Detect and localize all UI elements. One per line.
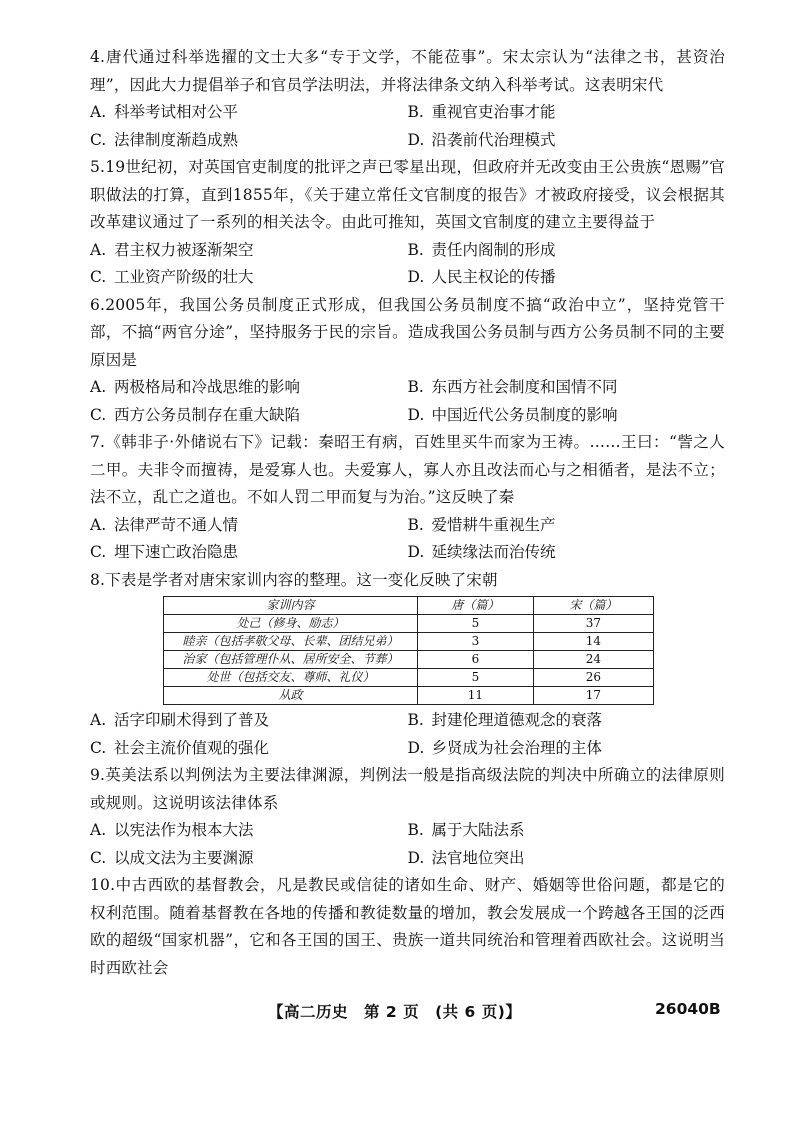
page-footer xyxy=(0,1000,794,1024)
question-list xyxy=(90,44,725,982)
table-cell: 处己（修身、励志） xyxy=(164,615,418,633)
table-cell: 37 xyxy=(533,615,653,633)
question-4 xyxy=(90,44,725,154)
option-d: D. 延续缘法而治传统 xyxy=(407,543,556,561)
option-a: A. 以宪法作为根本大法 xyxy=(90,821,254,839)
question-stem: 4.唐代通过科举选擢的文士大多“专于文学，不能莅事”。宋太宗认为“法律之书，甚资治理”，因此大力提倡举子和官员学法明法，并将法律条文纳入科举考试。这表明宋代 xyxy=(90,48,725,94)
option-b: B. 属于大陆法系 xyxy=(407,821,525,839)
options xyxy=(90,707,725,762)
options xyxy=(90,99,725,154)
option-d: D. 人民主权论的传播 xyxy=(407,268,556,286)
table-cell: 睦亲（包括孝敬父母、长辈、团结兄弟） xyxy=(164,633,418,651)
page-number-label: 【高二历史 第 2 页 (共 6 页)】 xyxy=(268,1003,522,1021)
table-row xyxy=(164,615,654,633)
table-row xyxy=(164,687,654,705)
option-b: B. 封建伦理道德观念的衰落 xyxy=(407,711,603,729)
option-a: A. 君主权力被逐渐架空 xyxy=(90,240,254,259)
question-9 xyxy=(90,762,725,872)
question-stem: 7.《韩非子·外储说右下》记载：秦昭王有病，百姓里买牛而家为王祷。……王曰：“訾之人二甲。夫非令而擅祷，是爱寡人也。夫爱寡人，寡人亦且改法而心与之相循者，是法不立；法不立，乱亡之道也。不如人罚二甲而复与为治。”这反映了秦 xyxy=(90,433,725,506)
option-b: B. 爱惜耕牛重视生产 xyxy=(407,515,556,534)
option-c: C. 工业资产阶级的壮大 xyxy=(90,268,254,286)
option-d: D. 法官地位突出 xyxy=(407,848,525,867)
table-header-cell: 家训内容 xyxy=(164,597,418,615)
option-c: C. 社会主流价值观的强化 xyxy=(90,738,270,757)
question-6 xyxy=(90,292,725,430)
table-header-cell: 宋（篇） xyxy=(533,597,653,615)
option-b: B. 东西方社会制度和国情不同 xyxy=(407,378,618,396)
option-d: D. 乡贤成为社会治理的主体 xyxy=(407,738,603,757)
table-cell: 5 xyxy=(418,669,534,687)
table-row xyxy=(164,633,654,651)
options xyxy=(90,817,725,872)
question-7 xyxy=(90,429,725,567)
table-cell: 从政 xyxy=(164,687,418,705)
question-stem: 10.中古西欧的基督教会，凡是教民或信徒的诸如生命、财产、婚姻等世俗问题，都是它的权利范围。随着基督教在各地的传播和教徒数量的增加，教会发展成一个跨越各王国的泛西欧的超级“国家机器”，它和各王国的国王、贵族一道共同统治和管理着西欧社会。这说明当时西欧社会 xyxy=(90,876,725,977)
table-cell: 17 xyxy=(533,687,653,705)
table-cell: 治家（包括管理仆从、居所安全、节葬） xyxy=(164,651,418,669)
options xyxy=(90,512,725,567)
table-cell: 5 xyxy=(418,615,534,633)
table-header-cell: 唐（篇） xyxy=(418,597,534,615)
table-cell: 24 xyxy=(533,651,653,669)
question-5 xyxy=(90,154,725,292)
option-c: C. 西方公务员制存在重大缺陷 xyxy=(90,405,301,424)
table-row xyxy=(164,669,654,687)
option-b: B. 责任内阁制的形成 xyxy=(407,240,556,259)
paper-code: 26040B xyxy=(655,1000,721,1018)
option-b: B. 重视官吏治事才能 xyxy=(407,103,556,121)
table-header-row xyxy=(164,597,654,615)
question-8 xyxy=(90,567,725,763)
option-c: C. 法律制度渐趋成熟 xyxy=(90,130,239,149)
option-a: A. 法律严苛不通人情 xyxy=(90,515,239,534)
table-cell: 处世（包括交友、尊师、礼仪） xyxy=(164,669,418,687)
option-a: A. 两极格局和冷战思维的影响 xyxy=(90,378,301,396)
option-c: C. 埋下速亡政治隐患 xyxy=(90,543,239,561)
question-stem: 8.下表是学者对唐宋家训内容的整理。这一变化反映了宋朝 xyxy=(90,570,498,589)
question-10 xyxy=(90,872,725,982)
table-cell: 14 xyxy=(533,633,653,651)
option-a: A. 科举考试相对公平 xyxy=(90,103,239,121)
question-stem: 5.19世纪初，对英国官吏制度的批评之声已零星出现，但政府并无改变由王公贵族“恩赐”官职做法的打算，直到1855年，《关于建立常任文官制度的报告》才被政府接受，议会根据其改革建议通过了一系列的相关法令。由此可推知，英国文官制度的建立主要得益于 xyxy=(90,158,725,231)
question-stem: 6.2005年，我国公务员制度正式形成，但我国公务员制度不搞“政治中立”，坚持党管干部，不搞“两官分途”，坚持服务于民的宗旨。造成我国公务员制与西方公务员制不同的主要原因是 xyxy=(90,295,725,369)
table-cell: 11 xyxy=(418,687,534,705)
options xyxy=(90,237,725,292)
table-row xyxy=(164,651,654,669)
table-cell: 6 xyxy=(418,651,534,669)
table-cell: 26 xyxy=(533,669,653,687)
options xyxy=(90,374,725,429)
option-d: D. 中国近代公务员制度的影响 xyxy=(407,405,618,424)
family-instruction-table xyxy=(163,596,654,705)
option-d: D. 沿袭前代治理模式 xyxy=(407,130,556,149)
option-a: A. 活字印刷术得到了普及 xyxy=(90,711,270,729)
table-cell: 3 xyxy=(418,633,534,651)
option-c: C. 以成文法为主要渊源 xyxy=(90,848,254,867)
question-stem: 9.英美法系以判例法为主要法律渊源，判例法一般是指高级法院的判决中所确立的法律原则或规则。这说明该法律体系 xyxy=(90,766,725,812)
